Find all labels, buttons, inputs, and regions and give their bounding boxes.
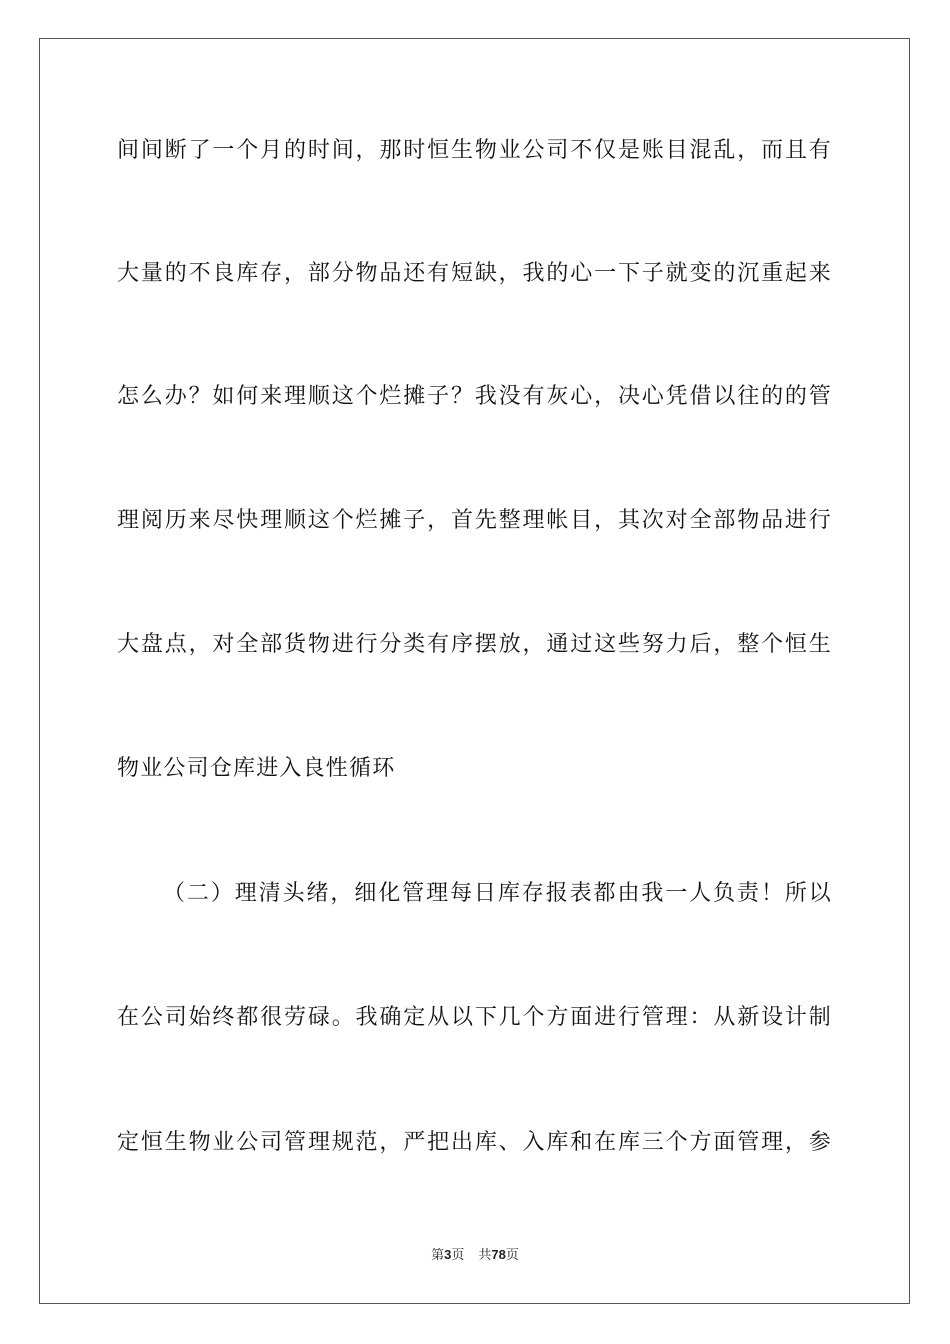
footer-page-suffix: 页 — [451, 1248, 465, 1263]
paragraph-line-4: 理阅历来尽快理顺这个烂摊子，首先整理帐目，其次对全部物品进行 — [117, 508, 832, 533]
paragraph-line-2: 大量的不良库存，部分物品还有短缺，我的心一下子就变的沉重起来 — [117, 261, 832, 286]
footer-total-prefix: 共 — [478, 1248, 492, 1263]
paragraph-line-6: 物业公司仓库进入良性循环 — [117, 756, 396, 781]
page-border — [39, 38, 910, 1304]
paragraph-line-5: 大盘点，对全部货物进行分类有序摆放，通过这些努力后，整个恒生 — [117, 632, 832, 657]
paragraph-line-7: （二）理清头绪，细化管理每日库存报表都由我一人负责！所以 — [163, 881, 832, 906]
footer-page-number: 3 — [444, 1247, 452, 1262]
paragraph-line-3: 怎么办？如何来理顺这个烂摊子？我没有灰心，决心凭借以往的的管 — [117, 384, 832, 409]
paragraph-line-1: 间间断了一个月的时间，那时恒生物业公司不仅是账目混乱，而且有 — [117, 138, 832, 163]
page-footer — [0, 1246, 950, 1265]
paragraph-line-8: 在公司始终都很劳碌。我确定从以下几个方面进行管理：从新设计制 — [117, 1005, 832, 1030]
footer-total-pages: 78 — [491, 1247, 506, 1262]
footer-total-suffix: 页 — [505, 1248, 519, 1263]
paragraph-line-9: 定恒生物业公司管理规范，严把出库、入库和在库三个方面管理，参 — [117, 1130, 832, 1155]
footer-page-prefix: 第 — [431, 1248, 445, 1263]
